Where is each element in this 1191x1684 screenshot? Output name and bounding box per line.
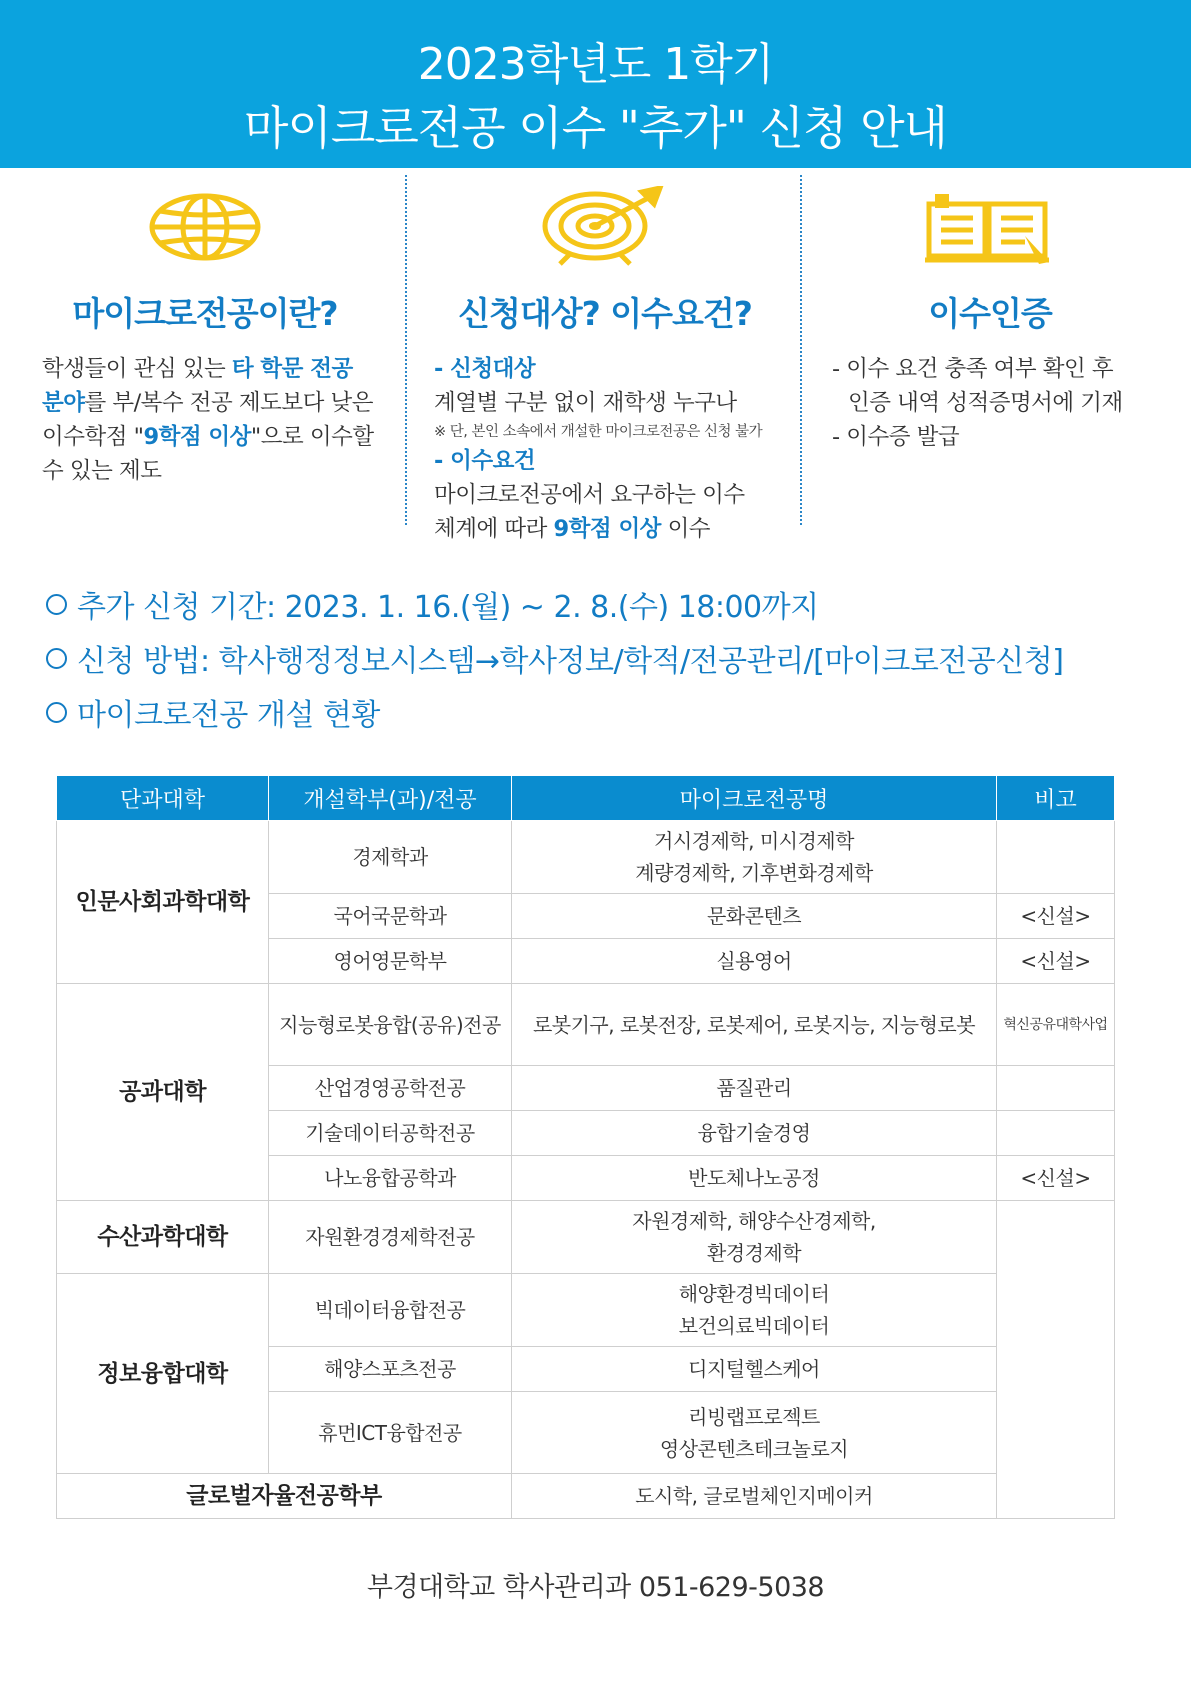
note-cell — [997, 1201, 1115, 1519]
cert-text: - 이수 요건 충족 여부 확인 후 — [832, 356, 1114, 382]
eligibility-text: 체계에 따라 — [434, 516, 554, 542]
about-highlight: 분야 — [42, 390, 85, 416]
bullet-status — [46, 690, 380, 734]
footer-contact: 부경대학교 학사관리과 051-629-5038 — [366, 1572, 825, 1603]
majors-cell — [512, 894, 997, 939]
dept-cell: 지능형로봇융합(공유)전공 — [269, 984, 512, 1066]
dept-cell: 빅데이터융합전공 — [269, 1274, 512, 1347]
major-name: 리빙랩프로젝트 — [688, 1404, 820, 1429]
dept-cell: 해양스포츠전공 — [269, 1347, 512, 1392]
about-text: 이수학점 " — [42, 424, 144, 450]
dept-cell: 휴먼ICT융합전공 — [269, 1392, 512, 1474]
globe-icon — [148, 192, 263, 262]
note-cell: <신설> — [997, 1156, 1115, 1201]
majors-cell — [512, 1066, 997, 1111]
about-highlight: 9학점 이상 — [143, 424, 251, 450]
eligibility-body — [434, 352, 794, 546]
majors-cell — [512, 1474, 997, 1519]
majors-cell — [512, 984, 997, 1066]
about-text: 를 부/복수 전공 제도보다 낮은 — [84, 390, 373, 416]
eligibility-subheading: - 이수요건 — [434, 448, 536, 474]
circle-bullet-icon — [46, 648, 67, 669]
target-icon — [540, 186, 670, 266]
header-note: 비고 — [997, 776, 1115, 821]
about-highlight: 타 학문 전공 — [231, 356, 353, 382]
college-cell: 정보융합대학 — [57, 1274, 269, 1474]
majors-cell — [512, 821, 997, 894]
bullet-method — [46, 636, 1063, 680]
note-cell — [997, 1066, 1115, 1111]
note-cell: <신설> — [997, 939, 1115, 984]
table-header-row — [57, 776, 1115, 821]
dept-cell: 나노융합공학과 — [269, 1156, 512, 1201]
dept-cell: 영어영문학부 — [269, 939, 512, 984]
major-name: 실용영어 — [716, 949, 792, 973]
major-name: 거시경제학, 미시경제학 — [654, 829, 854, 853]
header-title-line1: 2023학년도 1학기 — [417, 39, 774, 90]
cert-text: - 이수증 발급 — [832, 424, 960, 450]
major-name: 반도체나노공정 — [688, 1166, 820, 1190]
bullet-period — [46, 582, 819, 626]
majors-cell — [512, 1347, 997, 1392]
dept-cell: 기술데이터공학전공 — [269, 1111, 512, 1156]
eligibility-text: 계열별 구분 없이 재학생 누구나 — [434, 390, 737, 416]
majors-cell — [512, 1111, 997, 1156]
cert-text: 인증 내역 성적증명서에 기재 — [848, 390, 1123, 416]
major-name: 도시학, 글로벌체인지메이커 — [635, 1484, 873, 1508]
college-cell: 인문사회과학대학 — [57, 821, 269, 984]
bullet-text: 마이크로전공 개설 현황 — [77, 698, 380, 733]
table-row — [57, 1201, 1115, 1274]
bullet-text: 추가 신청 기간: 2023. 1. 16.(월) ~ 2. 8.(수) 18:00까지 — [77, 590, 819, 625]
eligibility-subheading: - 신청대상 — [434, 356, 536, 382]
about-title: 마이크로전공이란? — [72, 294, 338, 333]
table-row — [57, 1474, 1115, 1519]
column-divider-2 — [800, 175, 802, 525]
major-name: 문화콘텐츠 — [706, 904, 802, 928]
majors-cell — [512, 1156, 997, 1201]
about-text: "으로 이수할 — [250, 424, 374, 450]
column-divider-1 — [405, 175, 407, 525]
table-row — [57, 1274, 1115, 1347]
major-name: 계량경제학, 기후변화경제학 — [635, 861, 873, 885]
note-cell: 혁신공유대학사업 — [997, 984, 1115, 1066]
header-college: 단과대학 — [57, 776, 269, 821]
note-cell — [997, 1111, 1115, 1156]
major-name: 해양환경빅데이터 — [678, 1282, 830, 1306]
note-cell — [997, 821, 1115, 894]
header-department: 개설학부(과)/전공 — [269, 776, 512, 821]
table-row — [57, 984, 1115, 1066]
book-icon — [925, 192, 1055, 267]
bullet-text: 신청 방법: 학사행정정보시스템→학사정보/학적/전공관리/[마이크로전공신청] — [77, 644, 1064, 679]
note-cell: <신설> — [997, 894, 1115, 939]
eligibility-text: 이수 — [660, 516, 711, 542]
circle-bullet-icon — [46, 702, 67, 723]
major-name: 자원경제학, 해양수산경제학, — [632, 1209, 876, 1233]
cert-title: 이수인증 — [928, 294, 1052, 333]
major-name: 디지털헬스케어 — [688, 1357, 820, 1381]
major-name: 융합기술경영 — [697, 1121, 811, 1145]
majors-cell — [512, 1392, 997, 1474]
eligibility-title: 신청대상? 이수요건? — [458, 294, 752, 333]
majors-cell — [512, 1201, 997, 1274]
major-name: 환경경제학 — [706, 1241, 802, 1265]
circle-bullet-icon — [46, 594, 67, 615]
table-row — [57, 821, 1115, 894]
major-name: 로봇기구, 로봇전장, 로봇제어, 로봇지능, 지능형로봇 — [532, 1012, 976, 1037]
eligibility-note: ※ 단, 본인 소속에서 개설한 마이크로전공은 신청 불가 — [434, 424, 763, 440]
header-microdegree: 마이크로전공명 — [512, 776, 997, 821]
page-header — [0, 0, 1191, 168]
majors-cell — [512, 1274, 997, 1347]
about-text: 수 있는 제도 — [42, 458, 162, 484]
dept-cell: 자원환경경제학전공 — [269, 1201, 512, 1274]
header-title-line2: 마이크로전공 이수 "추가" 신청 안내 — [244, 101, 947, 155]
majors-cell — [512, 939, 997, 984]
major-name: 품질관리 — [716, 1076, 792, 1100]
major-name: 영상콘텐츠테크놀로지 — [659, 1436, 849, 1461]
eligibility-highlight: 9학점 이상 — [553, 516, 661, 542]
major-name: 보건의료빅데이터 — [678, 1314, 830, 1338]
cert-body — [832, 352, 1172, 454]
college-cell: 수산과학대학 — [57, 1201, 269, 1274]
microdegree-table — [56, 775, 1115, 1519]
dept-cell: 국어국문학과 — [269, 894, 512, 939]
about-text: 학생들이 관심 있는 — [42, 356, 232, 382]
college-cell: 공과대학 — [57, 984, 269, 1201]
college-cell: 글로벌자율전공학부 — [57, 1474, 512, 1519]
dept-cell: 산업경영공학전공 — [269, 1066, 512, 1111]
eligibility-text: 마이크로전공에서 요구하는 이수 — [434, 482, 745, 508]
dept-cell: 경제학과 — [269, 821, 512, 894]
about-body — [42, 352, 382, 488]
